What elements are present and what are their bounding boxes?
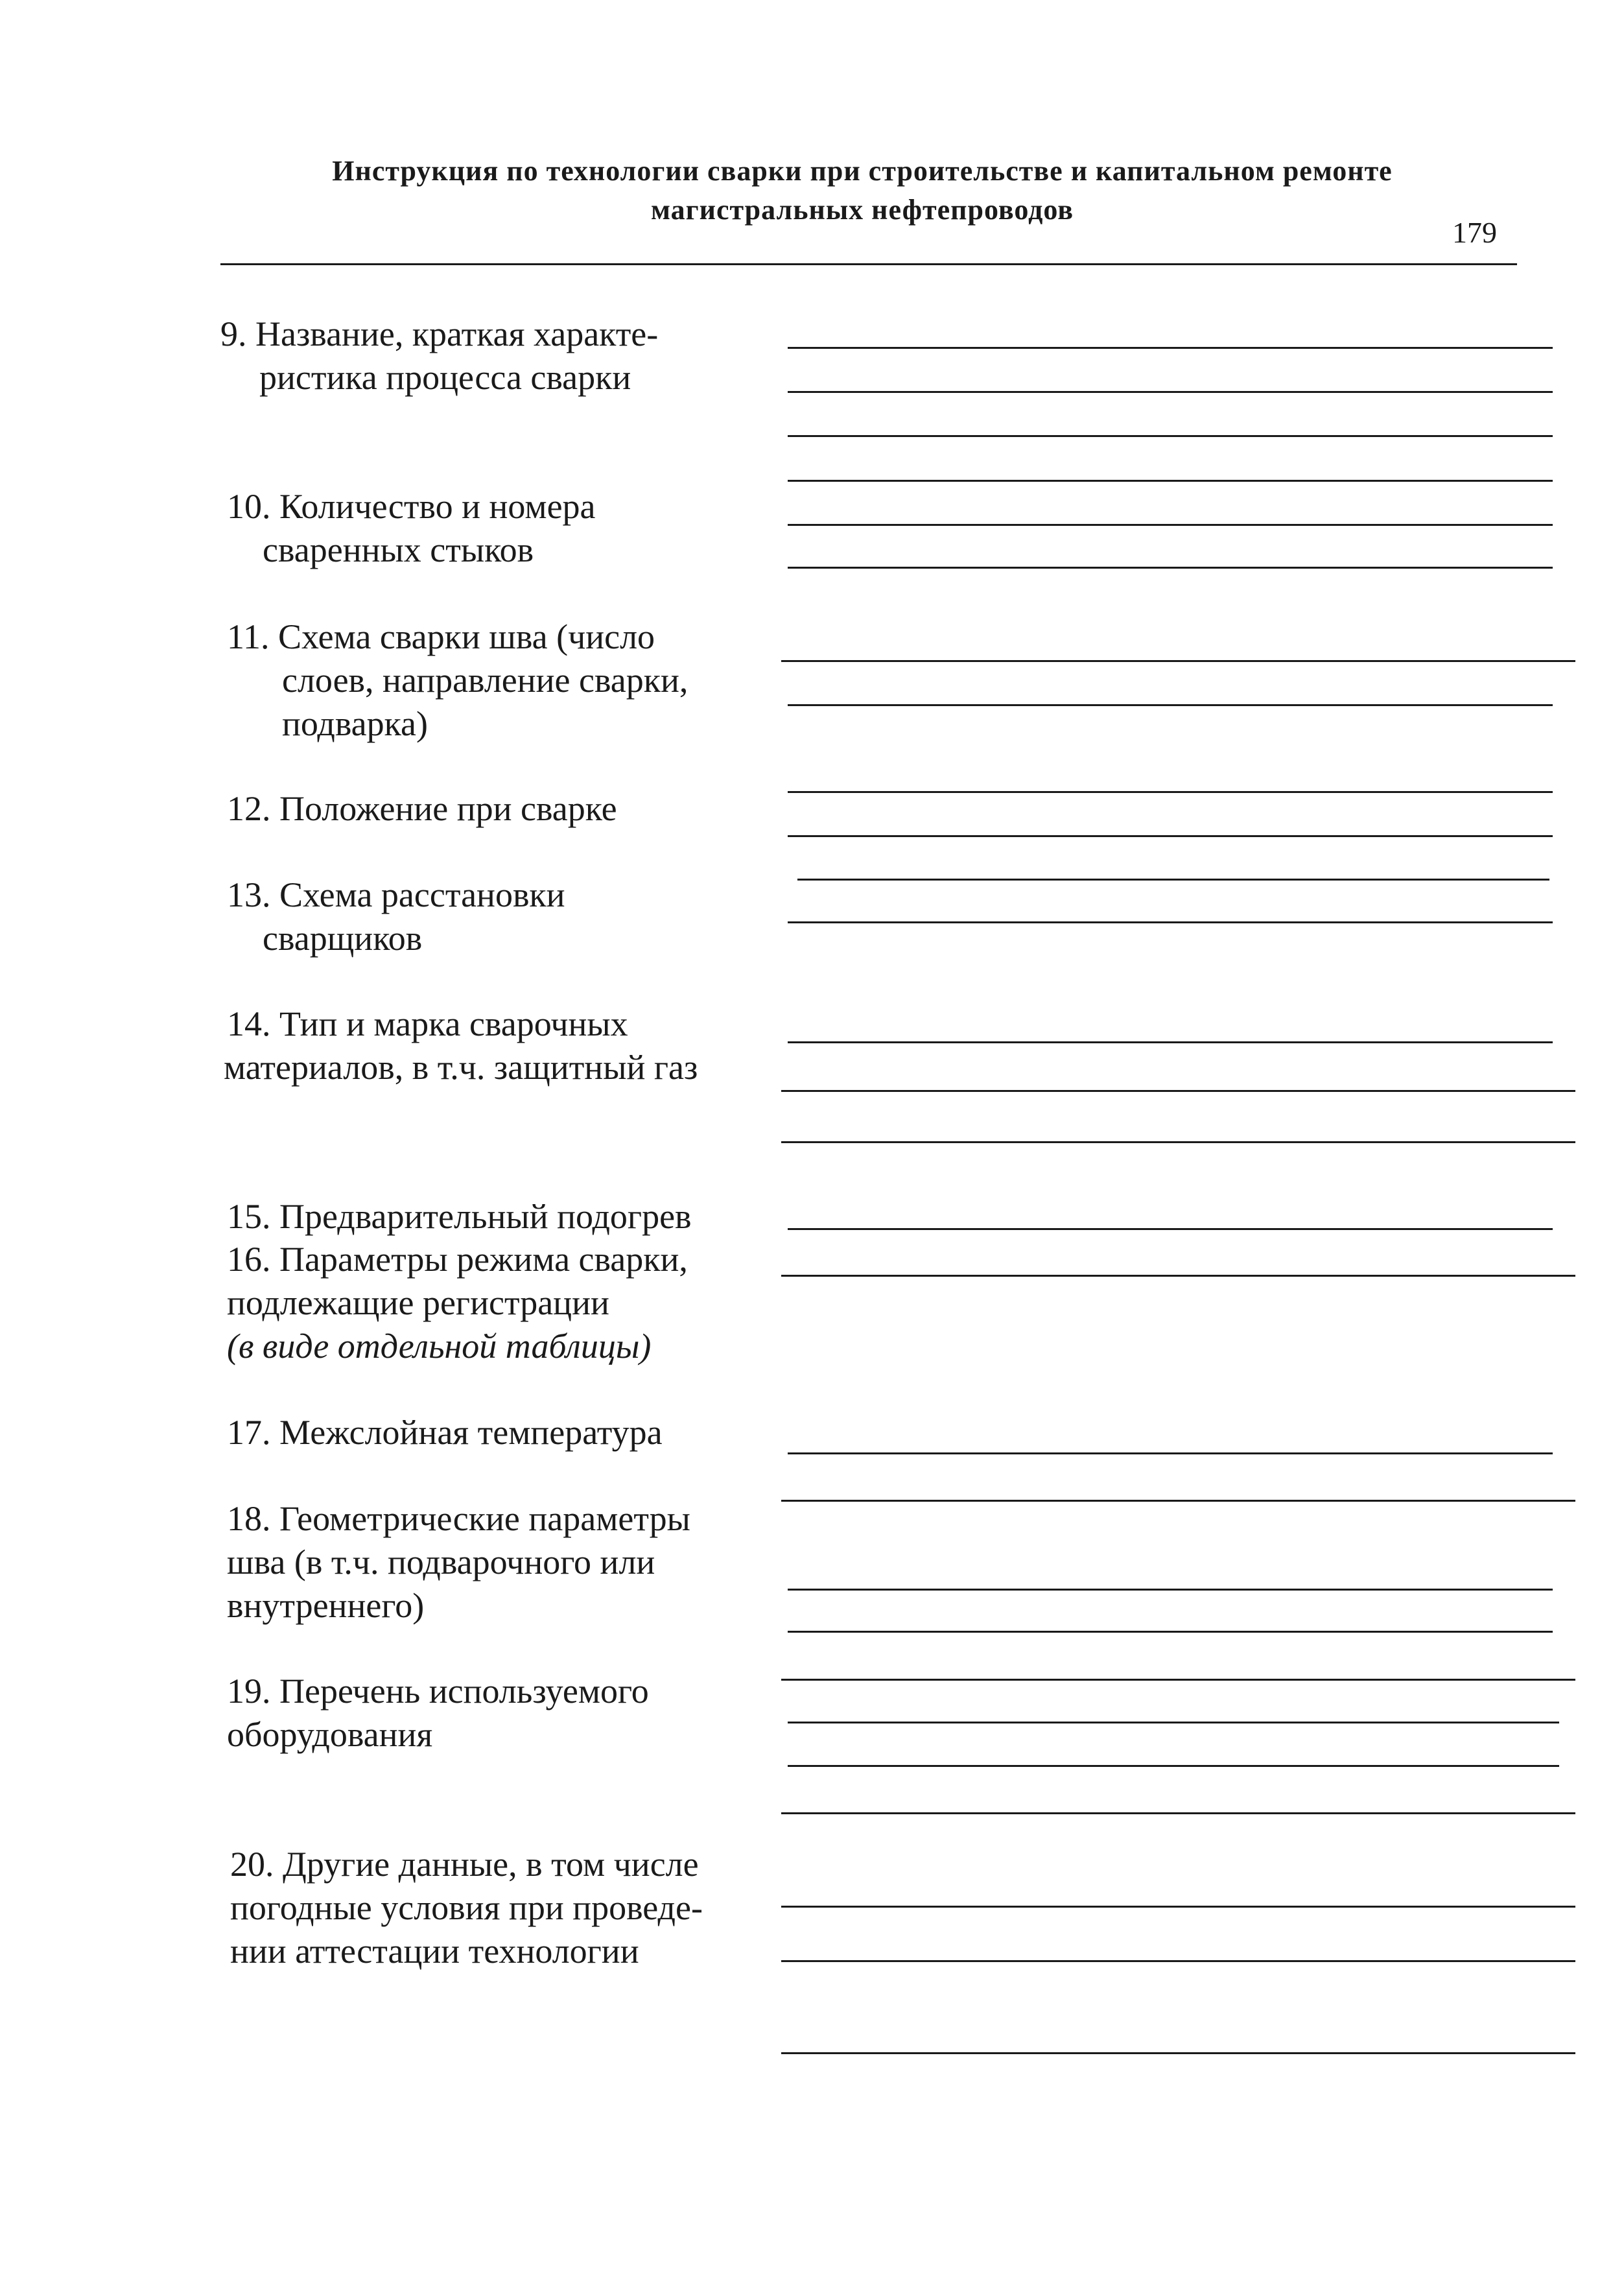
blank-line[interactable] (788, 1452, 1553, 1454)
blank-line[interactable] (788, 1228, 1553, 1230)
item-14-line-2: материалов, в т.ч. защитный газ (224, 1048, 698, 1087)
blank-line[interactable] (788, 524, 1553, 526)
blank-line[interactable] (788, 704, 1553, 706)
blank-line[interactable] (781, 1812, 1575, 1814)
item-17-line-1: 17. Межслойная температура (227, 1413, 663, 1452)
blank-line[interactable] (781, 1141, 1575, 1143)
blank-line[interactable] (788, 391, 1553, 393)
item-10-line-1: 10. Количество и номера (227, 487, 596, 526)
item-16-line-1: 16. Параметры режима сварки, (227, 1240, 688, 1279)
item-9-line-1: 9. Название, краткая характе- (220, 314, 659, 353)
item-20-line-3: нии аттестации технологии (230, 1932, 639, 1971)
blank-line[interactable] (788, 791, 1553, 793)
blank-line[interactable] (797, 879, 1549, 881)
blank-line[interactable] (781, 1500, 1575, 1502)
item-20-line-1: 20. Другие данные, в том числе (230, 1845, 699, 1884)
blank-line[interactable] (788, 1589, 1553, 1591)
blank-line[interactable] (788, 480, 1553, 482)
item-13-line-1: 13. Схема расстановки (227, 875, 565, 914)
blank-line[interactable] (781, 1960, 1575, 1962)
item-18-line-2: шва (в т.ч. подварочного или (227, 1543, 655, 1581)
blank-line[interactable] (788, 1722, 1559, 1723)
item-10-line-2: сваренных стыков (263, 530, 534, 569)
document-header-line-1: Инструкция по технологии сварки при строительстве и капитальном ремонте (332, 155, 1393, 187)
document-header-line-2: магистральных нефтепроводов (650, 194, 1074, 226)
blank-line[interactable] (781, 1906, 1575, 1908)
item-14-line-1: 14. Тип и марка сварочных (227, 1004, 628, 1043)
item-16-line-2: подлежащие регистрации (227, 1283, 609, 1322)
item-13-line-2: сварщиков (263, 919, 423, 958)
blank-line[interactable] (781, 1679, 1575, 1681)
blank-line[interactable] (788, 921, 1553, 923)
blank-line[interactable] (781, 1275, 1575, 1277)
item-9-line-2: ристика процесса сварки (259, 358, 631, 397)
item-19-line-1: 19. Перечень используемого (227, 1672, 649, 1711)
item-15-line-1: 15. Предварительный подогрев (227, 1197, 692, 1236)
item-12-line-1: 12. Положение при сварке (227, 789, 617, 828)
blank-line[interactable] (788, 1765, 1559, 1767)
blank-line[interactable] (788, 1041, 1553, 1043)
item-18-line-3: внутреннего) (227, 1586, 425, 1625)
blank-line[interactable] (781, 1090, 1575, 1092)
blank-line[interactable] (788, 347, 1553, 349)
item-20-line-2: погодные условия при проведе- (230, 1888, 703, 1927)
page-number: 179 (1452, 216, 1497, 249)
blank-line[interactable] (788, 567, 1553, 569)
item-16-line-3: (в виде отдельной таблицы) (227, 1327, 652, 1366)
blank-line[interactable] (788, 1631, 1553, 1633)
blank-line[interactable] (788, 435, 1553, 437)
item-11-line-2: слоев, направление сварки, (282, 661, 688, 700)
item-11-line-3: подварка) (282, 704, 428, 743)
blank-line[interactable] (781, 660, 1575, 662)
blank-line[interactable] (781, 2052, 1575, 2054)
blank-line[interactable] (788, 835, 1553, 837)
item-18-line-1: 18. Геометрические параметры (227, 1499, 690, 1538)
item-11-line-1: 11. Схема сварки шва (число (227, 617, 655, 656)
header-rule (220, 263, 1517, 265)
item-19-line-2: оборудования (227, 1715, 433, 1754)
